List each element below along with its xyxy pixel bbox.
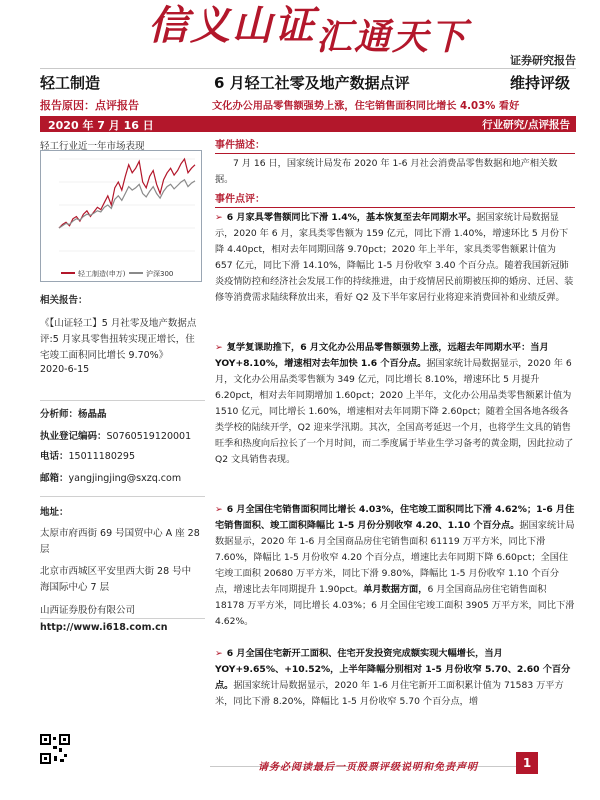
arrow-bullet-icon: ➢ <box>215 504 223 515</box>
analyst-name: 杨晶晶 <box>78 409 107 420</box>
p4-lead: 6 月全国住宅新开工面积、住宅开发投资完成额实现大幅增长，当月 YOY+9.65%、+10.52%，上半年降幅分别相对 1-5 月份收窄 5.70、2.60 个百分点。 <box>215 648 571 691</box>
p1-body: 据国家统计局数据显示，2020 年 6 月，家具类零售额为 159 亿元，同比下滑 1.40%，增速环比 5 月份下降 4.40pct，相对去年同期回落 9.70pct；2020 年上半年，家具类零售额累计值为 657 亿元，同比下滑 14.10%，降幅比 1-5 月份收窄 3.40 个百分点。随着我国新冠肺炎疫情防控和经济社会发展工作的持续推进，由于疫情居民前期被压抑的婚房、迁居、装修等消费需求陆续释放出来，看好 Q2 及下半年家居行业将迎来消费回补和业绩反弹。 <box>215 212 574 303</box>
sidebar-divider-3 <box>40 618 205 619</box>
company-name: 山西证券股份有限公司 <box>40 605 136 616</box>
brand-text-1: 信义山证 <box>148 2 316 49</box>
report-date: 2020 年 7 月 16 日 <box>48 119 154 132</box>
p4-body: 据国家统计局数据显示，2020 年 1-6 月住宅新开工面积累计值为 71583 万平方米，同比下滑 8.20%，降幅比 1-5 月份收窄 5.70 个百分点，增 <box>215 680 564 707</box>
paragraph-2 <box>215 340 575 468</box>
chart-title: 轻工行业近一年市场表现 <box>40 141 145 152</box>
address-2: 北京市西城区平安里西大街 28 号中海国际中心 7 层 <box>40 566 192 593</box>
email-value[interactable]: yangjingjing@sxzq.com <box>68 473 182 484</box>
phone-value: 15011180295 <box>68 451 136 462</box>
research-tag: 证券研究报告 <box>510 54 576 67</box>
p2-lead: 复学复课助推下，6 月文化办公用品零售额强势上涨，远超去年同期水平：当月 YOY+8.10%，增速相对去年加快 1.6 个百分点。 <box>215 342 549 369</box>
related-label: 相关报告： <box>40 295 88 306</box>
related-report-text[interactable]: 《【山证轻工】5 月社零及地产数据点评:5 月家具零售扭转实现正增长，住宅竣工面积同比增长 9.70%》 <box>40 318 197 361</box>
analyst-row <box>40 406 107 420</box>
email-label: 邮箱： <box>40 473 69 484</box>
event-text: 7 月 16 日，国家统计局发布 2020 年 1-6 月社会消费品零售数据和地产相关数据。 <box>215 158 558 185</box>
qr-code-icon <box>40 734 70 764</box>
paragraph-3 <box>215 502 575 630</box>
rating-label: 维持评级 <box>509 74 570 92</box>
arrow-bullet-icon: ➢ <box>215 342 223 353</box>
sidebar-divider-2 <box>40 496 205 497</box>
legend-label: 沪深300 <box>146 270 174 278</box>
address-1: 太原市府西街 69 号国贸中心 A 座 28 层 <box>40 528 200 555</box>
report-subtitle: 文化办公用品零售额强势上涨，住宅销售面积同比增长 4.03% 看好 <box>212 101 520 112</box>
paragraph-4 <box>215 646 575 710</box>
p2-body: 据国家统计局数据显示，2020 年 6 月，文化办公用品类零售额为 349 亿元，同比增长 8.10%，增速环比 5 月提升 6.20pct，相对去年同期增加 1.60pct；2020 上半年，文化办公用品类零售额累计值为 1510 亿元，同比增长 1.60%，增速相对去年同期下降 2.60pct；随着全国各地各级各类学校的陆续开学，Q2 迎来学汛期。其次，全国高考延迟一个月，也将学生文具的销售旺季和热度向后拉长了一个月时间，而二季度属于毕业生学习备考的黄金期，因此拉动了 Q2 文具销售表现。 <box>215 358 574 465</box>
brand-text-2: 汇通天下 <box>316 16 469 58</box>
address-label: 地址： <box>40 507 69 518</box>
comment-heading: 事件点评： <box>215 194 265 205</box>
industry-name: 轻工制造 <box>40 74 101 92</box>
footer-disclaimer[interactable]: 请务必阅读最后一页股票评级说明和免责声明 <box>258 762 478 773</box>
p3-body: 据国家统计局数据显示，2020 年 1-6 月全国商品房住宅销售面积 61119 万平方米，同比下滑 7.60%，降幅比 1-5 月份收窄 4.20 个百分点，增速比去年同期下降 6.60pct；全国住宅竣工面积 20680 万平方米，同比下滑 9.80%，降幅比 1-5 月份收窄 1.10 个百分点，增速比去年同期提升 1.90pct。 <box>215 520 575 595</box>
p1-lead: 6 月家具零售额同比下滑 1.4%，基本恢复至去年同期水平。 <box>226 212 477 223</box>
cert-row <box>40 428 191 442</box>
website-link[interactable]: http://www.i618.com.cn <box>40 622 168 633</box>
phone-label: 电话： <box>40 451 69 462</box>
page-number: 1 <box>516 752 538 774</box>
legend-label: 轻工制造(申万) <box>78 270 126 278</box>
p3-body-2: 6 月全国商品房住宅销售面积 18178 万平方米，同比增长 4.03%；6 月全国住宅竣工面积 3905 万平方米，同比下滑 4.62%。 <box>215 584 575 627</box>
market-chart <box>40 150 202 282</box>
arrow-bullet-icon: ➢ <box>215 212 223 223</box>
email-row <box>40 470 181 484</box>
header-divider <box>40 68 576 69</box>
related-report-date: 2020-6-15 <box>40 364 90 375</box>
series-line <box>59 159 195 228</box>
cert-label: 执业登记编码： <box>40 431 107 442</box>
report-reason: 报告原因：点评报告 <box>40 99 139 112</box>
p3-lead: 6 月全国住宅销售面积同比增长 4.03%，住宅竣工面积同比下滑 4.62%；1-6 月住宅销售面积、竣工面积降幅比 1-5 月份分别收窄 4.20、1.10 个百分点。 <box>215 504 575 531</box>
brand-logo <box>148 0 469 58</box>
report-category: 行业研究/点评报告 <box>482 119 570 131</box>
report-title: 6 月轻工社零及地产数据点评 <box>214 74 410 92</box>
phone-row <box>40 448 135 462</box>
cert-value: S0760519120001 <box>106 431 192 442</box>
chart-svg <box>41 151 201 281</box>
event-heading: 事件描述： <box>215 140 265 151</box>
p3-lead-2: 单月数据方面， <box>363 584 428 595</box>
analyst-label: 分析师： <box>40 409 79 420</box>
event-rule <box>215 153 575 154</box>
comment-rule <box>215 207 575 208</box>
paragraph-1 <box>215 210 575 306</box>
arrow-bullet-icon: ➢ <box>215 648 223 659</box>
sidebar-divider-1 <box>40 400 205 401</box>
